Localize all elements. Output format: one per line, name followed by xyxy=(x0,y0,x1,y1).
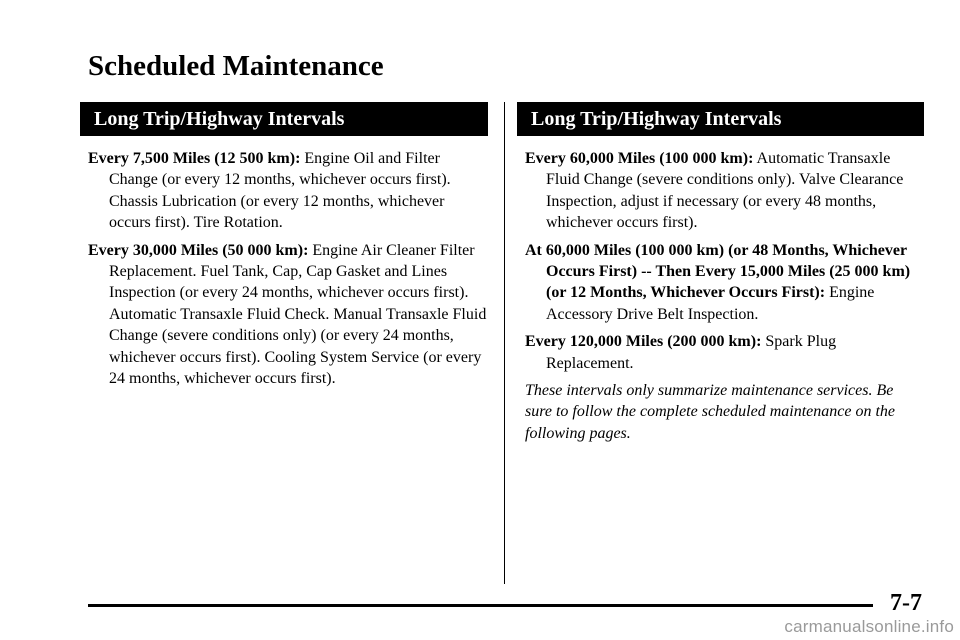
interval-heading: At 60,000 Miles (100 000 km) (or 48 Months, Whichever Occurs First) -- Then Every 15,000 Miles (25 000 km) (or 12 Months, Whichever Occurs First): xyxy=(525,241,911,302)
interval-heading: Every 120,000 Miles (200 000 km): xyxy=(525,333,762,351)
column-divider xyxy=(504,102,505,584)
interval-heading: Every 60,000 Miles (100 000 km): xyxy=(525,150,754,167)
left-column xyxy=(80,102,488,395)
interval-text: Spark Plug Replacement. xyxy=(546,333,837,372)
interval-entry-120000 xyxy=(525,331,924,374)
left-entries xyxy=(80,136,488,389)
interval-entry-60000 xyxy=(525,148,924,234)
interval-text: Engine Accessory Drive Belt Inspection. xyxy=(546,284,875,323)
interval-text: Engine Air Cleaner Filter Replacement. Fuel Tank, Cap, Cap Gasket and Lines Inspection (or every 24 months, whichever occurs first). Automatic Transaxle Fluid Check. Manual Transaxle Fluid Change (severe conditions only) (or every 24 months, whichever occurs first). Cooling System Service (or every 24 months, whichever occurs first). xyxy=(109,241,487,388)
right-column xyxy=(517,102,924,444)
watermark: carmanualsonline.info xyxy=(784,617,954,636)
interval-entry-30000 xyxy=(88,240,488,390)
interval-entry-7500 xyxy=(88,148,488,234)
interval-heading: Every 7,500 Miles (12 500 km): xyxy=(88,150,301,167)
page-title: Scheduled Maintenance xyxy=(88,50,384,82)
right-section-header: Long Trip/Highway Intervals xyxy=(517,102,924,136)
interval-entry-60000-recurring xyxy=(525,240,924,326)
footer-rule xyxy=(88,604,873,607)
interval-heading: Every 30,000 Miles (50 000 km): xyxy=(88,241,309,259)
summary-note: These intervals only summarize maintenance services. Be sure to follow the complete scheduled maintenance on the following pages. xyxy=(525,382,895,442)
page-number: 7-7 xyxy=(890,590,922,616)
interval-text: Engine Oil and Filter Change (or every 12 months, whichever occurs first). Chassis Lubrication (or every 12 months, whichever occurs first). Tire Rotation. xyxy=(109,150,451,232)
interval-text: Automatic Transaxle Fluid Change (severe conditions only). Valve Clearance Inspection, adjust if necessary (or every 48 months, whichever occurs first). xyxy=(546,150,904,232)
right-entries xyxy=(517,136,924,444)
left-section-header: Long Trip/Highway Intervals xyxy=(80,102,488,136)
